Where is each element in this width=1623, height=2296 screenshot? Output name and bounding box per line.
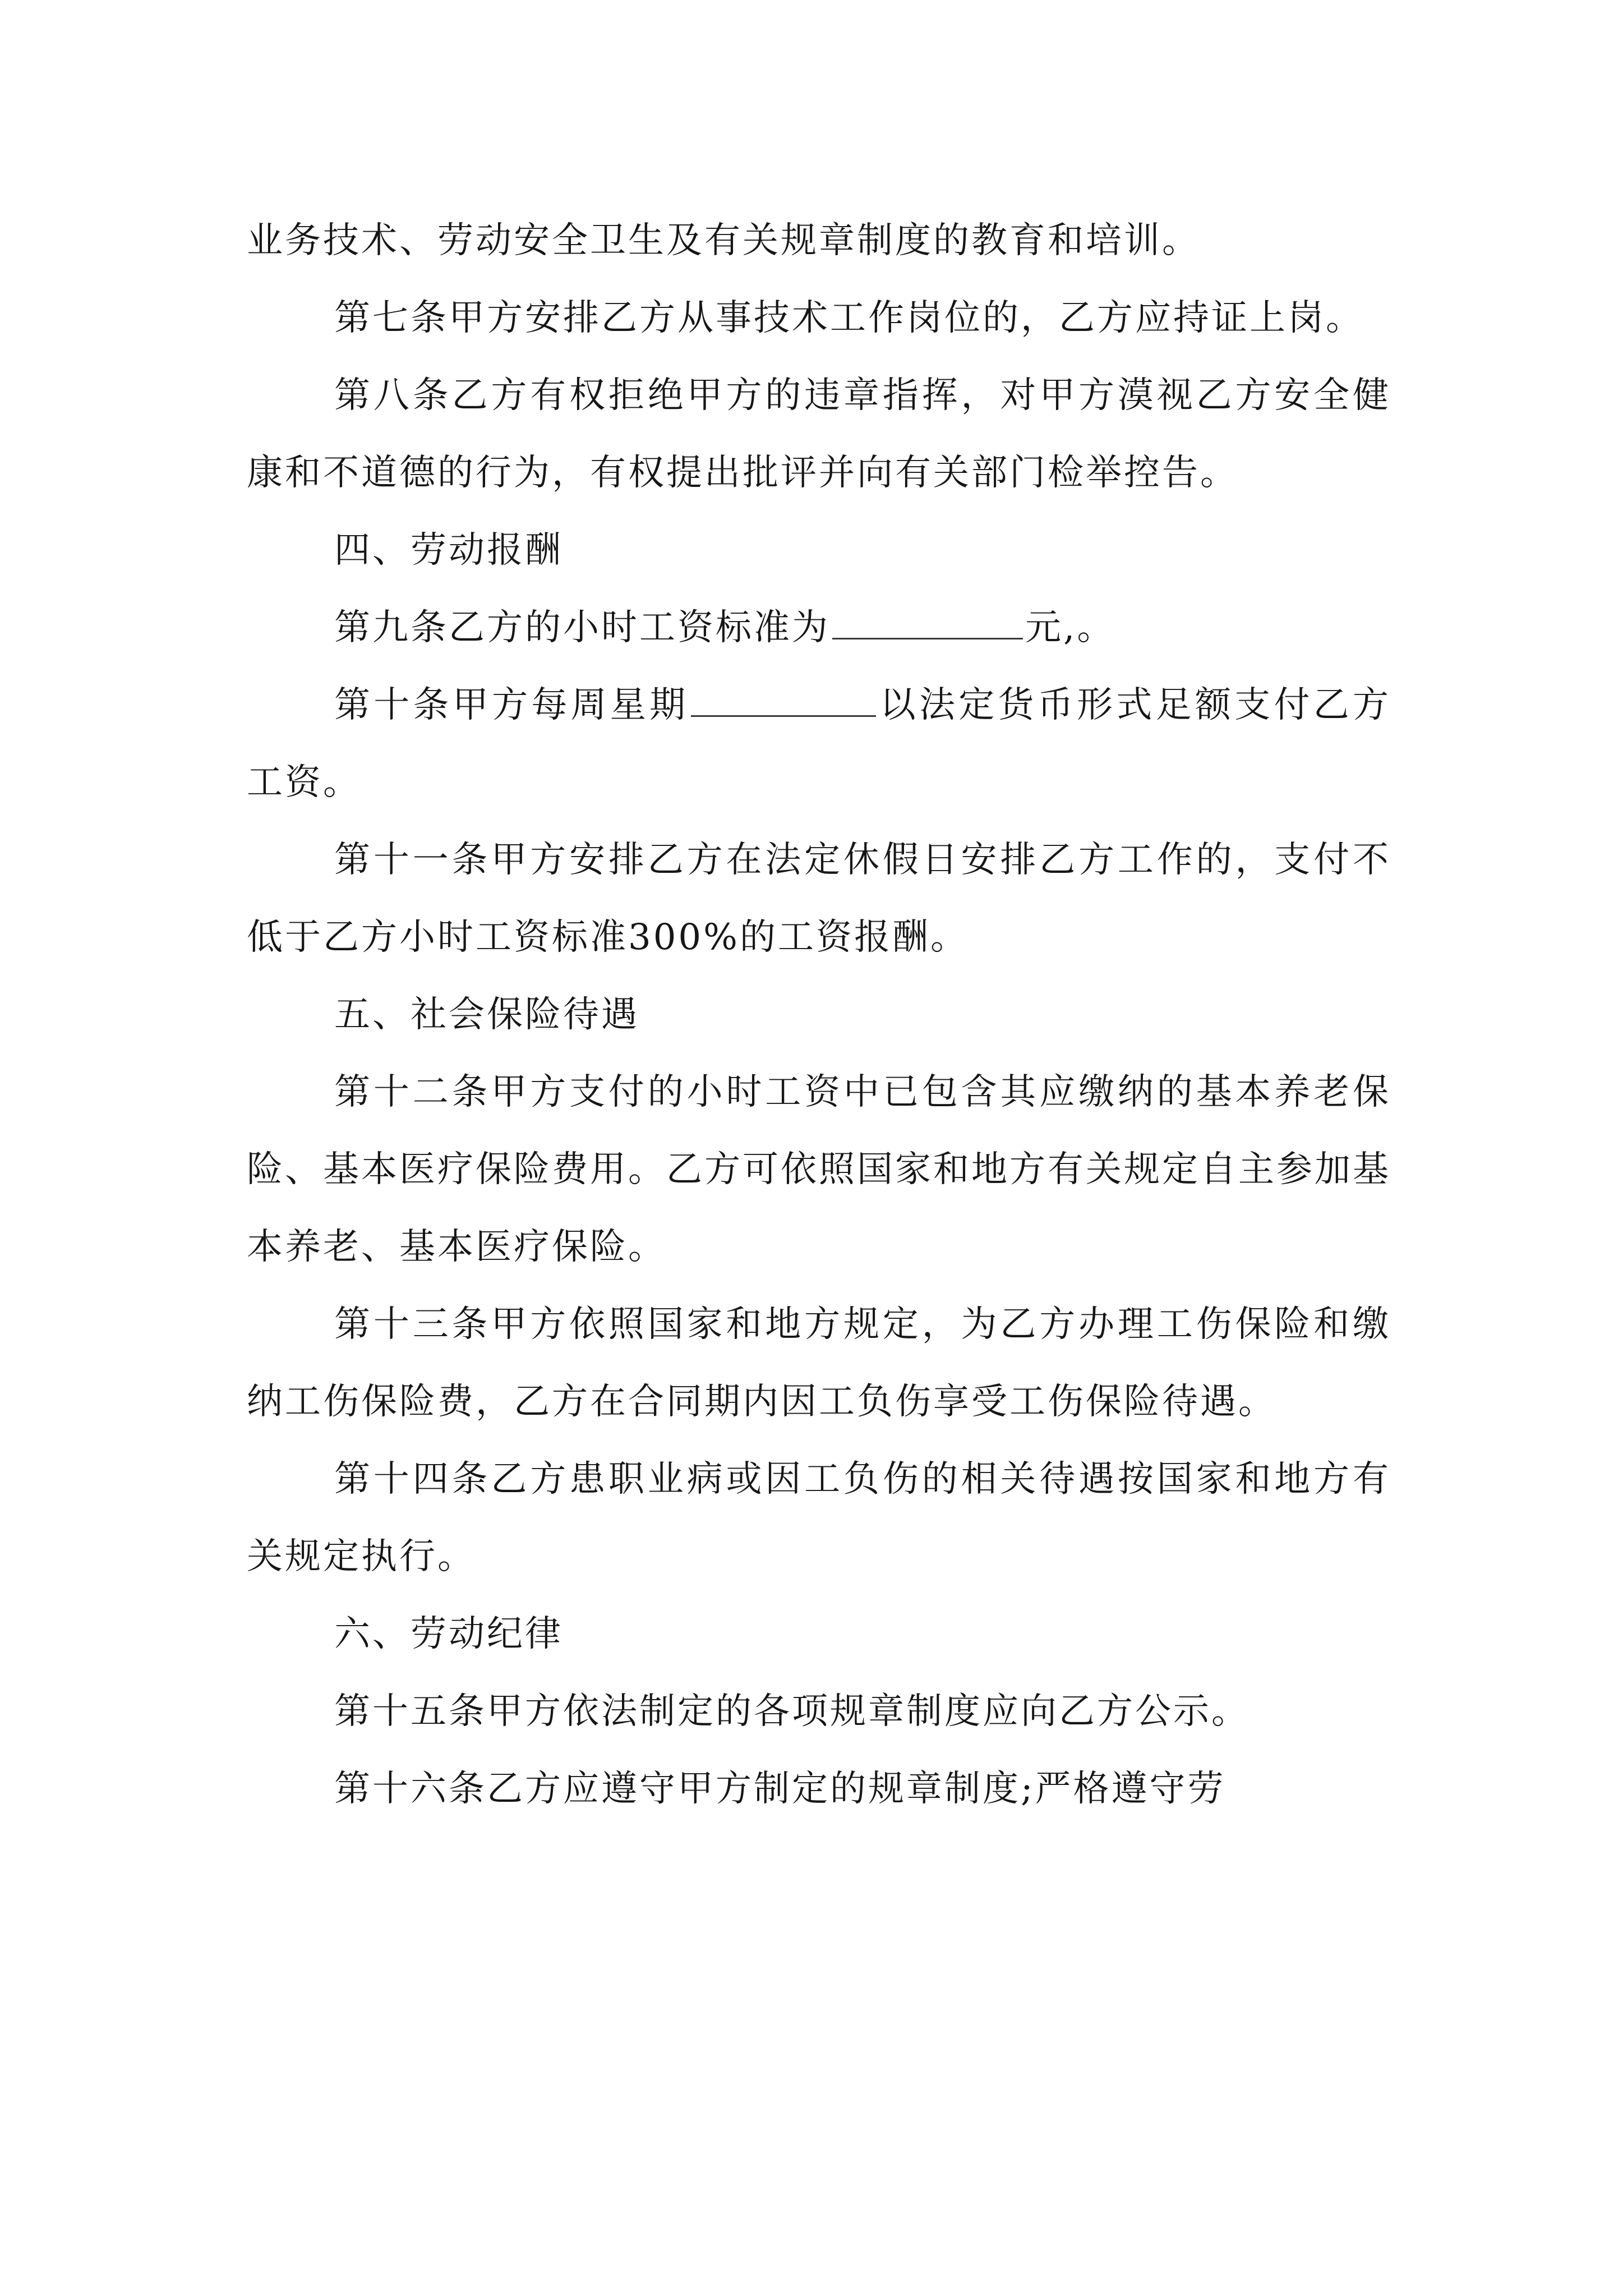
article-10-text-before: 第十条甲方每周星期 [334, 684, 689, 726]
paragraph-article-14: 第十四条乙方患职业病或因工负伤的相关待遇按国家和地方有关规定执行。 [247, 1458, 1391, 1577]
paragraph-article-8: 第八条乙方有权拒绝甲方的违章指挥，对甲方漠视乙方安全健康和不道德的行为，有权提出批评并向有关部门检举控告。 [247, 375, 1391, 494]
document-body [247, 202, 1391, 1828]
article-9-text-after: 元,。 [1025, 607, 1115, 648]
section-heading-labor-remuneration: 四、劳动报酬 [334, 530, 563, 571]
paragraph-article-9 [247, 589, 1391, 666]
section-heading-social-insurance: 五、社会保险待遇 [334, 994, 639, 1036]
fill-in-blank-hourly-wage [832, 599, 1023, 639]
article-9-text-before: 第九条乙方的小时工资标准为 [334, 607, 830, 648]
paragraph-article-10 [247, 666, 1391, 821]
paragraph-article-12: 第十二条甲方支付的小时工资中已包含其应缴纳的基本养老保险、基本医疗保险费用。乙方可依照国家和地方有关规定自主参加基本养老、基本医疗保险。 [247, 1071, 1391, 1268]
paragraph-article-13: 第十三条甲方依照国家和地方规定，为乙方办理工伤保险和缴纳工伤保险费，乙方在合同期内因工负伤享受工伤保险待遇。 [247, 1304, 1391, 1423]
paragraph-article-7: 第七条甲方安排乙方从事技术工作岗位的，乙方应持证上岗。 [334, 297, 1364, 339]
paragraph-article-15: 第十五条甲方依法制定的各项规章制度应向乙方公示。 [334, 1691, 1249, 1732]
paragraph-article-11: 第十一条甲方安排乙方在法定休假日安排乙方工作的，支付不低于乙方小时工资标准300%的工资报酬。 [247, 839, 1391, 958]
fill-in-blank-pay-weekday [691, 676, 876, 717]
paragraph-continuation: 业务技术、劳动安全卫生及有关规章制度的教育和培训。 [247, 220, 1200, 261]
article-10-text-after: 以法定货币形式足额支付乙方工资。 [247, 684, 1391, 803]
section-heading-labor-discipline: 六、劳动纪律 [334, 1613, 563, 1655]
paragraph-article-16: 第十六条乙方应遵守甲方制定的规章制度;严格遵守劳 [334, 1768, 1226, 1810]
